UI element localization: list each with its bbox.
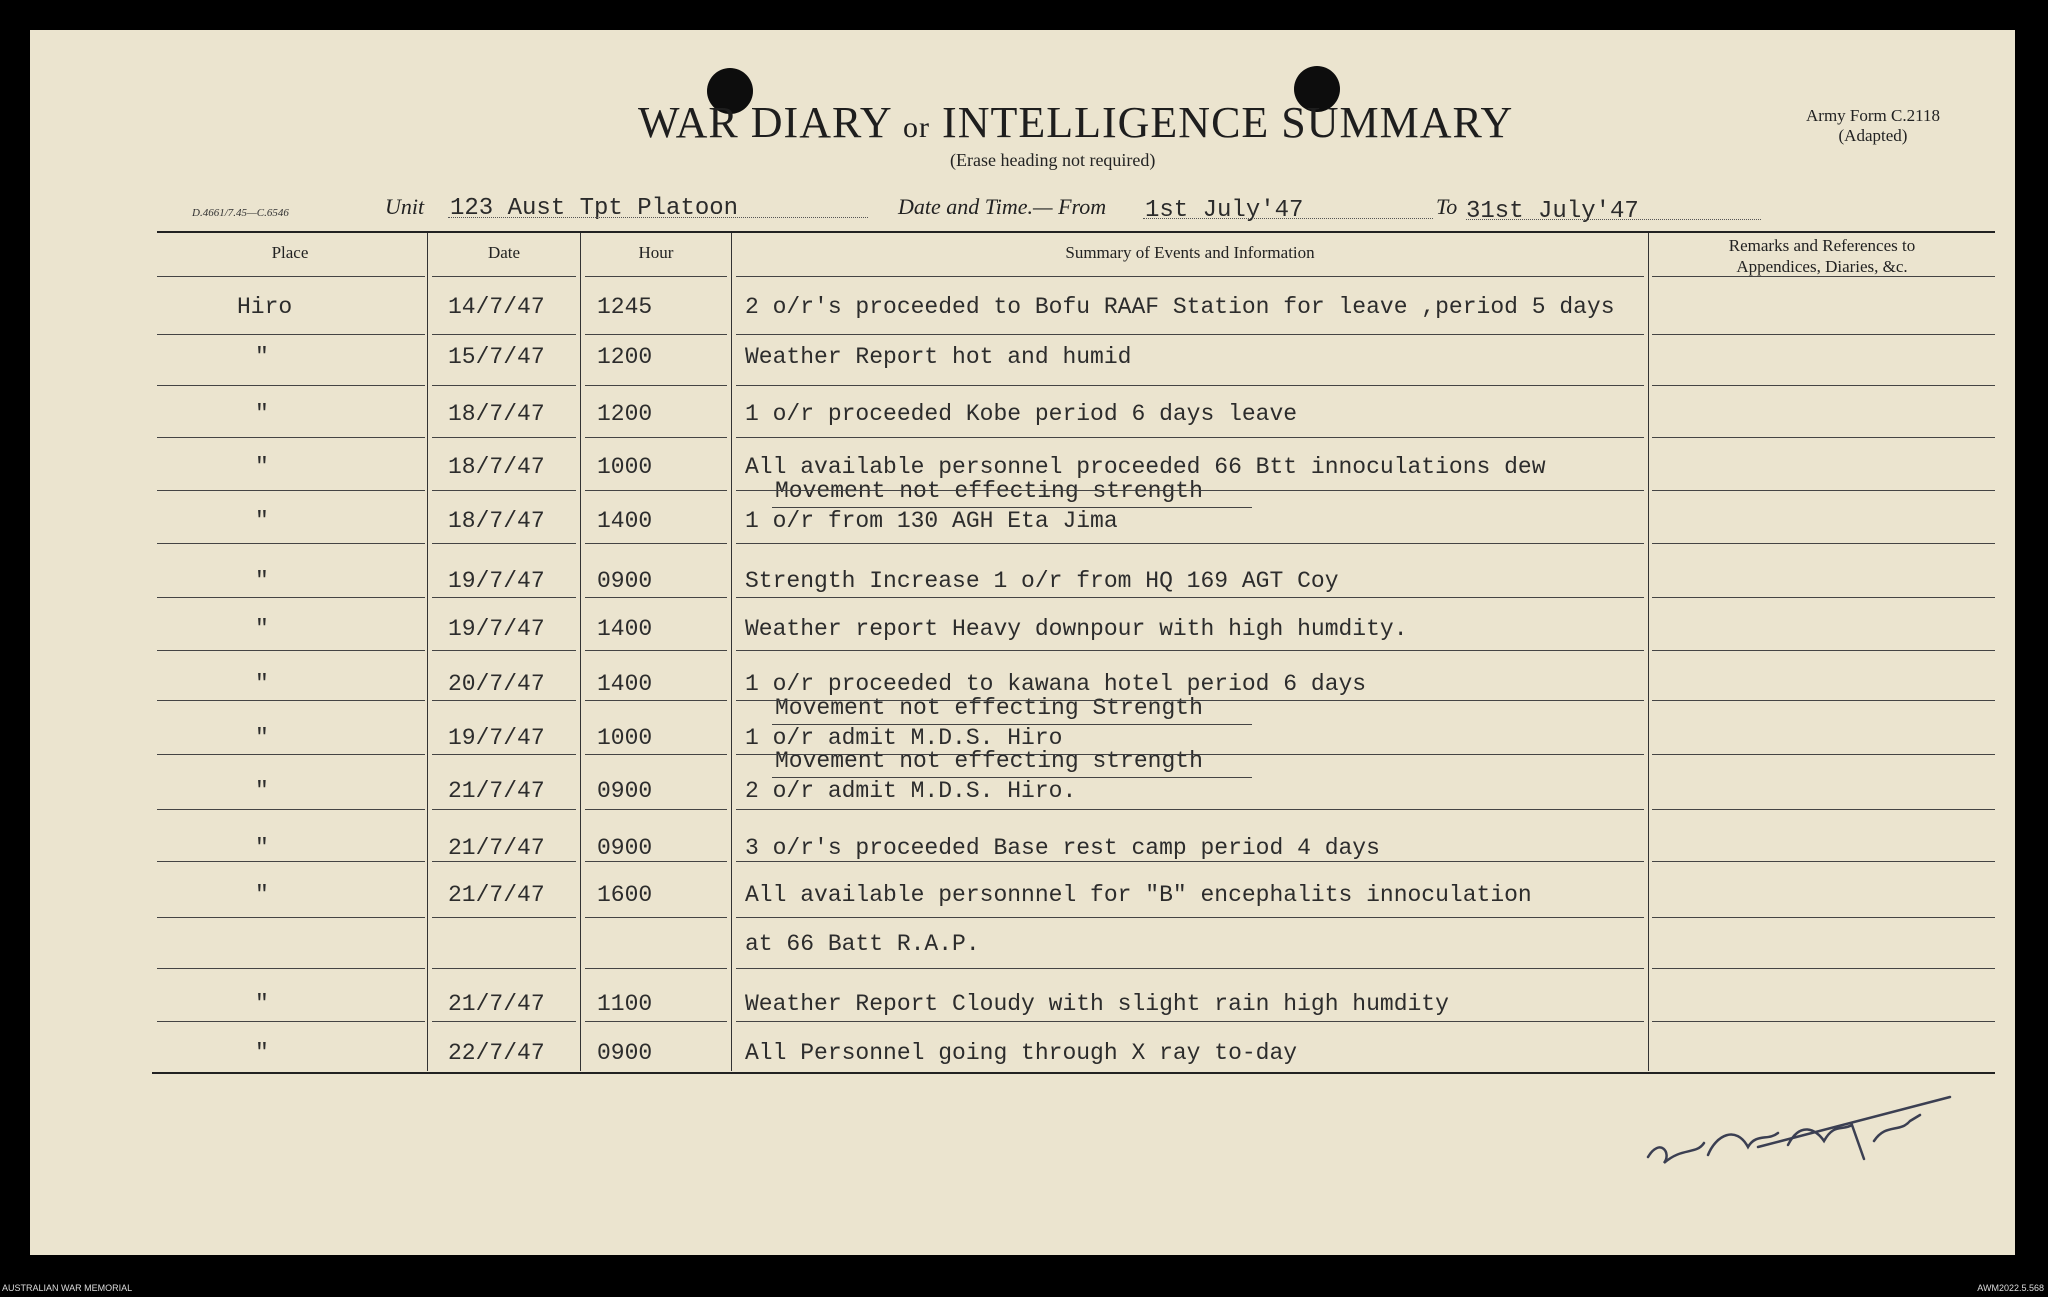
table-bottom-border [152, 1072, 1995, 1074]
entry-date: 21/7/47 [448, 835, 545, 861]
row-rule [157, 809, 425, 810]
entry-place: " [255, 344, 269, 370]
row-rule [432, 917, 576, 918]
row-rule [585, 490, 727, 491]
entry-place: Hiro [237, 294, 293, 320]
entry-date: 21/7/47 [448, 778, 545, 804]
entry-summary: 2 o/r admit M.D.S. Hiro. [745, 778, 1077, 804]
footer-right: AWM2022.5.568 [1977, 1283, 2044, 1293]
entry-date: 18/7/47 [448, 508, 545, 534]
row-rule [736, 437, 1644, 438]
row-rule [736, 1021, 1644, 1022]
entry-place: " [255, 671, 269, 697]
row-rule [585, 861, 727, 862]
entry-date: 19/7/47 [448, 616, 545, 642]
footer-left: AUSTRALIAN WAR MEMORIAL [2, 1283, 133, 1293]
entry-summary: 1 o/r admit M.D.S. Hiro [745, 725, 1063, 751]
entry-date: 14/7/47 [448, 294, 545, 320]
entry-place: " [255, 568, 269, 594]
column-divider-date [580, 233, 581, 1071]
entry-place: " [255, 725, 269, 751]
row-rule [432, 437, 576, 438]
row-rule [157, 1021, 425, 1022]
row-rule [1652, 700, 1995, 701]
row-rule [585, 334, 727, 335]
row-rule [432, 385, 576, 386]
table-top-border [157, 231, 1995, 233]
row-rule [432, 597, 576, 598]
entry-place: " [255, 508, 269, 534]
column-divider-hour [731, 233, 732, 1071]
row-rule [432, 650, 576, 651]
entry-hour: 0900 [597, 568, 653, 594]
row-rule [736, 543, 1644, 544]
row-rule [1652, 490, 1995, 491]
row-rule [736, 861, 1644, 862]
to-value: 31st July'47 [1466, 198, 1639, 225]
row-rule [1652, 543, 1995, 544]
row-rule [736, 809, 1644, 810]
row-rule [736, 334, 1644, 335]
row-rule [157, 700, 425, 701]
row-rule [1652, 385, 1995, 386]
entry-place: " [255, 778, 269, 804]
row-rule [1652, 597, 1995, 598]
entry-summary: Weather Report Cloudy with slight rain high humdity [745, 991, 1449, 1017]
row-rule [736, 700, 1644, 701]
entry-hour: 0900 [597, 835, 653, 861]
from-value: 1st July'47 [1145, 197, 1304, 224]
entry-place: " [255, 616, 269, 642]
page-subtitle: (Erase heading not required) [950, 150, 1156, 170]
entry-summary: All available personnel proceeded 66 Btt innoculations dew [745, 454, 1546, 480]
row-rule [585, 917, 727, 918]
entry-hour: 1245 [597, 294, 653, 320]
entry-place: " [255, 882, 269, 908]
unit-label: Unit [385, 194, 425, 219]
entry-hour: 1400 [597, 508, 653, 534]
row-rule [157, 597, 425, 598]
row-rule [736, 917, 1644, 918]
row-rule [1652, 437, 1995, 438]
entry-date: 22/7/47 [448, 1040, 545, 1066]
entry-date: 18/7/47 [448, 454, 545, 480]
entry-note: Movement not effecting strength [775, 748, 1203, 774]
entry-date: 20/7/47 [448, 671, 545, 697]
entry-summary: 2 o/r's proceeded to Bofu RAAF Station for leave ,period 5 days [745, 294, 1615, 320]
row-rule [157, 334, 425, 335]
row-rule [585, 809, 727, 810]
entry-hour: 1400 [597, 616, 653, 642]
unit-dotline [448, 217, 868, 218]
entry-hour: 1000 [597, 454, 653, 480]
row-rule [736, 597, 1644, 598]
row-rule [157, 385, 425, 386]
row-rule [585, 700, 727, 701]
row-rule [585, 543, 727, 544]
entry-date: 21/7/47 [448, 991, 545, 1017]
entry-hour: 1200 [597, 344, 653, 370]
to-dotline [1466, 219, 1761, 220]
to-label: To [1436, 194, 1458, 219]
row-rule [432, 700, 576, 701]
column-header-summary: Summary of Events and Information [1065, 243, 1315, 262]
entry-summary: All Personnel going through X ray to-day [745, 1040, 1298, 1066]
row-rule [432, 809, 576, 810]
row-rule [157, 490, 425, 491]
entry-date: 19/7/47 [448, 568, 545, 594]
entry-place: " [255, 454, 269, 480]
row-rule [1652, 1021, 1995, 1022]
row-rule [736, 968, 1644, 969]
entry-summary: 1 o/r from 130 AGH Eta Jima [745, 508, 1118, 534]
row-rule [157, 917, 425, 918]
row-rule [585, 650, 727, 651]
entry-note: Movement not effecting strength [775, 478, 1203, 504]
row-rule [1652, 968, 1995, 969]
row-rule [157, 437, 425, 438]
entry-date: 21/7/47 [448, 882, 545, 908]
unit-value: 123 Aust Tpt Platoon [450, 195, 739, 222]
row-rule [736, 650, 1644, 651]
entry-summary: Weather Report hot and humid [745, 344, 1132, 370]
row-rule [157, 861, 425, 862]
entry-place: " [255, 401, 269, 427]
row-rule [585, 437, 727, 438]
row-rule [1652, 861, 1995, 862]
entry-hour: 1100 [597, 991, 653, 1017]
row-rule [157, 754, 425, 755]
row-rule [432, 968, 576, 969]
entry-place: " [255, 835, 269, 861]
column-header-remarks: Remarks and References to Appendices, Diaries, &c. [1728, 236, 1916, 276]
entry-hour: 1600 [597, 882, 653, 908]
row-rule [157, 276, 425, 277]
row-rule [1652, 650, 1995, 651]
entry-summary: at 66 Batt R.A.P. [745, 931, 980, 957]
signature [1638, 1085, 1958, 1175]
page-title: WAR DIARY or INTELLIGENCE SUMMARY [638, 98, 1514, 147]
entry-summary: 1 o/r proceeded Kobe period 6 days leave [745, 401, 1298, 427]
entry-hour: 0900 [597, 778, 653, 804]
row-rule [1652, 754, 1995, 755]
entry-summary: All available personnnel for "B" encephalits innoculation [745, 882, 1532, 908]
row-rule [432, 754, 576, 755]
row-rule [736, 276, 1644, 277]
column-header-place: Place [271, 243, 309, 262]
entry-date: 19/7/47 [448, 725, 545, 751]
row-rule [585, 968, 727, 969]
column-divider-place [427, 233, 428, 1071]
row-rule [432, 543, 576, 544]
row-rule [432, 1021, 576, 1022]
entry-hour: 1400 [597, 671, 653, 697]
entry-summary: 1 o/r proceeded to kawana hotel period 6 days [745, 671, 1367, 697]
row-rule [736, 385, 1644, 386]
from-dotline [1143, 218, 1433, 219]
entry-date: 15/7/47 [448, 344, 545, 370]
row-rule [585, 385, 727, 386]
entry-hour: 1000 [597, 725, 653, 751]
row-rule [432, 490, 576, 491]
row-rule [432, 276, 576, 277]
entry-summary: Strength Increase 1 o/r from HQ 169 AGT Coy [745, 568, 1339, 594]
date-time-label: Date and Time.— From [898, 194, 1107, 219]
entry-hour: 1200 [597, 401, 653, 427]
row-rule [1652, 917, 1995, 918]
row-rule [157, 543, 425, 544]
column-divider-summary [1648, 233, 1649, 1071]
entry-summary: 3 o/r's proceeded Base rest camp period 4 days [745, 835, 1380, 861]
row-rule [1652, 334, 1995, 335]
row-rule [1652, 809, 1995, 810]
column-header-hour: Hour [638, 243, 674, 262]
row-rule [736, 754, 1644, 755]
row-rule [432, 861, 576, 862]
entry-place: " [255, 991, 269, 1017]
row-rule [432, 334, 576, 335]
entry-place: " [255, 1040, 269, 1066]
army-form-label: Army Form C.2118 (Adapted) [1806, 106, 1940, 145]
form-reference: D.4661/7.45—C.6546 [192, 207, 289, 219]
row-rule [1652, 276, 1995, 277]
note-underline [772, 777, 1252, 778]
note-underline [772, 507, 1252, 508]
note-underline [772, 724, 1252, 725]
row-rule [157, 650, 425, 651]
row-rule [585, 597, 727, 598]
row-rule [585, 754, 727, 755]
row-rule [585, 1021, 727, 1022]
entry-note: Movement not effecting Strength [775, 695, 1203, 721]
row-rule [585, 276, 727, 277]
entry-summary: Weather report Heavy downpour with high humdity. [745, 616, 1408, 642]
entry-hour: 0900 [597, 1040, 653, 1066]
entry-date: 18/7/47 [448, 401, 545, 427]
column-header-date: Date [487, 243, 521, 262]
row-rule [157, 968, 425, 969]
row-rule [736, 490, 1644, 491]
